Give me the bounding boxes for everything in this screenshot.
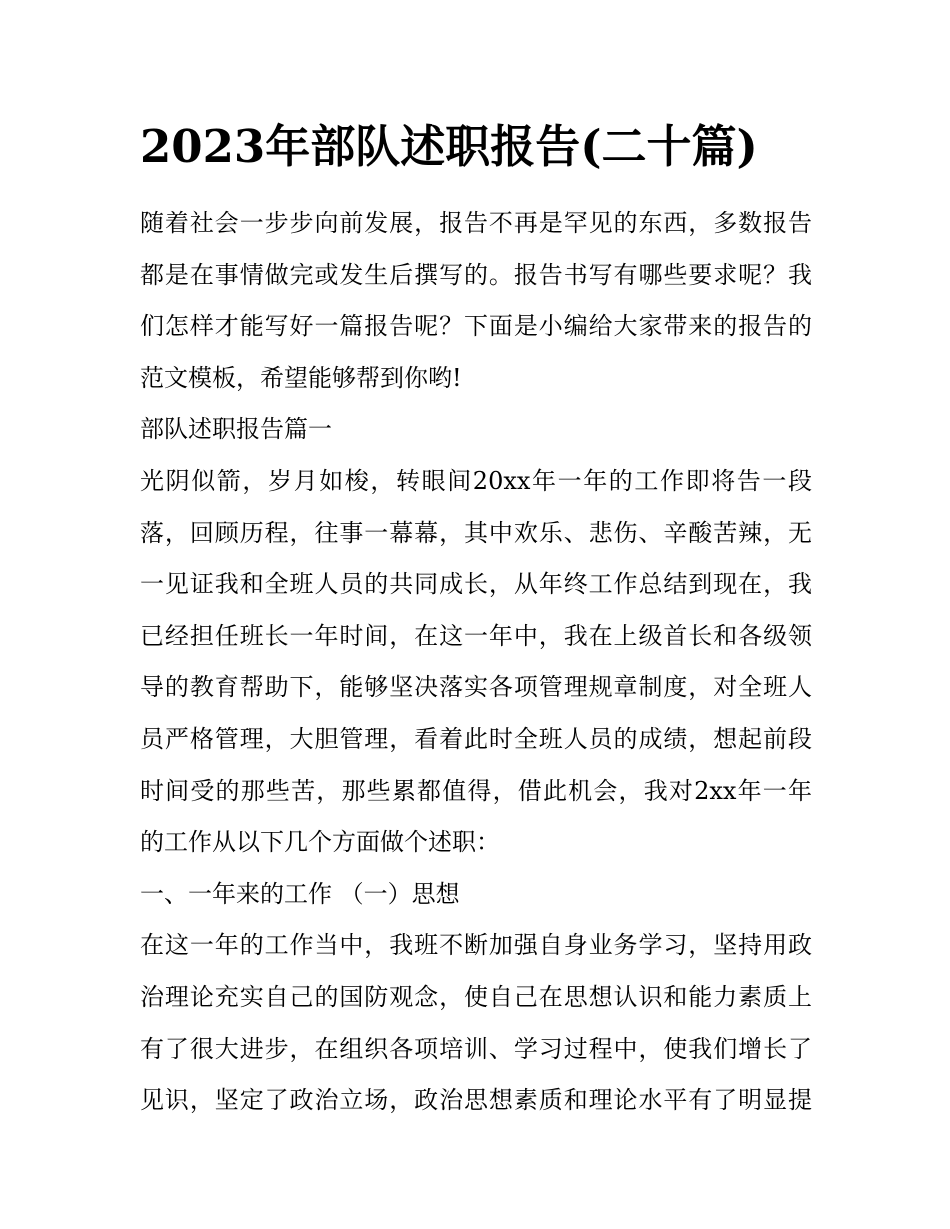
- paragraph-line: 随着社会一步步向前发展，报告不再是罕见的东西，多数报告: [140, 209, 812, 237]
- paragraph-line: 见识，坚定了政治立场，政治思想素质和理论水平有了明显提: [140, 1086, 812, 1115]
- paragraph-line: 一、一年来的工作 （一）思想: [140, 879, 460, 908]
- paragraph-line: 时间受的那些苦，那些累都值得，借此机会，我对2xx年一年: [140, 776, 812, 805]
- paragraph-line: 员严格管理，大胆管理，看着此时全班人员的成绩，想起前段: [140, 724, 812, 753]
- paragraph-line: 治理论充实自己的国防观念，使自己在思想认识和能力素质上: [140, 982, 812, 1011]
- paragraph-line: 已经担任班长一年时间，在这一年中，我在上级首长和各级领: [140, 621, 812, 650]
- paragraph-line: 都是在事情做完或发生后撰写的。报告书写有哪些要求呢？我: [140, 260, 812, 289]
- document-title: 2023年部队述职报告(二十篇): [140, 120, 758, 173]
- paragraph-line: 光阴似箭，岁月如梭，转眼间20xx年一年的工作即将告一段: [140, 466, 812, 495]
- paragraph-line: 导的教育帮助下，能够坚决落实各项管理规章制度，对全班人: [140, 673, 812, 702]
- paragraph-line: 在这一年的工作当中，我班不断加强自身业务学习，坚持用政: [140, 931, 812, 960]
- paragraph-line: 们怎样才能写好一篇报告呢？下面是小编给大家带来的报告的: [140, 312, 812, 341]
- paragraph-line: 落，回顾历程，往事一幕幕，其中欢乐、悲伤、辛酸苦辣，无: [140, 518, 812, 547]
- paragraph-line: 的工作从以下几个方面做个述职：: [140, 828, 500, 857]
- paragraph-line: 一见证我和全班人员的共同成长，从年终工作总结到现在，我: [140, 570, 812, 599]
- paragraph-line: 部队述职报告篇一: [140, 415, 332, 444]
- paragraph-line: 有了很大进步，在组织各项培训、学习过程中，使我们增长了: [140, 1034, 812, 1063]
- document-body: [140, 198, 812, 1127]
- paragraph-line: 范文模板，希望能够帮到你哟!: [140, 363, 462, 392]
